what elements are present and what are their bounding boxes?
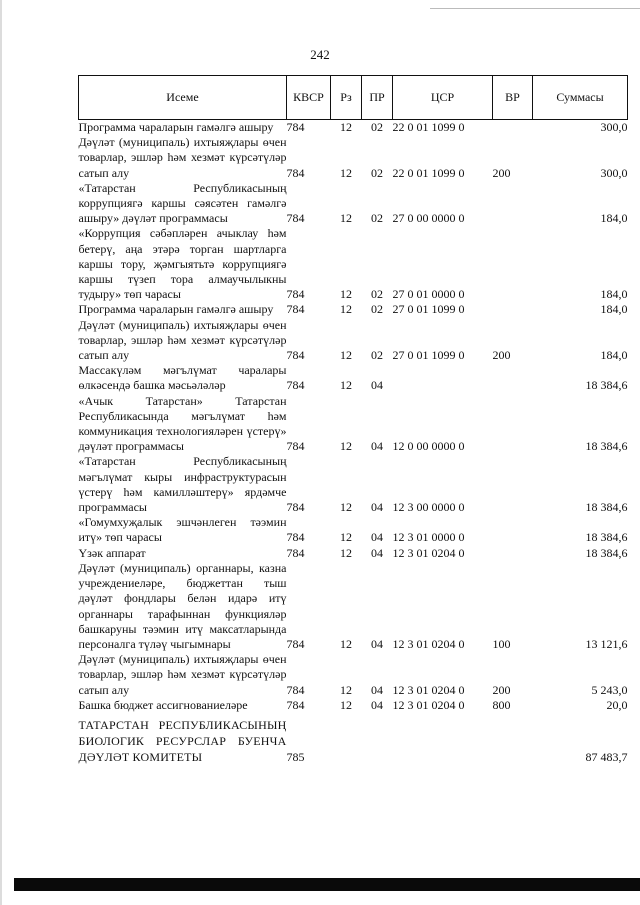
row-name: Дәүләт (муниципаль) ихтыяҗлары өчен товарлар, эшләр һәм хезмәт күрсәтүләр сатып алу bbox=[78, 135, 287, 180]
row-name: Массакүләм мәгълүмат чаралары өлкәсендә башка мәсьәләләр bbox=[78, 363, 287, 393]
row-vr: 200 bbox=[492, 682, 511, 697]
row-csr: 12 3 01 0204 0 bbox=[392, 636, 465, 651]
row-rz bbox=[331, 713, 362, 765]
row-sum: 20,0 bbox=[606, 697, 628, 712]
row-vr: 800 bbox=[492, 697, 511, 712]
row-kvsr: 784 bbox=[286, 378, 305, 393]
row-csr bbox=[393, 363, 493, 393]
row-kvsr: 784 bbox=[286, 636, 305, 651]
row-sum: 184,0 bbox=[600, 348, 628, 363]
budget-table bbox=[78, 75, 628, 765]
row-vr bbox=[493, 302, 533, 317]
row-name: ТАТАРСТАН РЕСПУБЛИКАСЫНЫҢ БИОЛОГИК РЕСУРСЛАР БУЕНЧА ДӘҮЛӘТ КОМИТЕТЫ bbox=[78, 717, 287, 764]
row-vr bbox=[493, 226, 533, 302]
row-vr bbox=[493, 515, 533, 545]
row-csr: 12 3 00 0000 0 bbox=[392, 500, 465, 515]
row-pr: 02 bbox=[371, 287, 383, 302]
row-kvsr: 784 bbox=[286, 165, 305, 180]
row-sum: 18 384,6 bbox=[585, 500, 628, 515]
row-name: Программа чараларын гамәлгә ашыру bbox=[78, 302, 274, 317]
header-vr: ВР bbox=[493, 76, 533, 120]
row-csr: 22 0 01 1099 0 bbox=[392, 120, 465, 134]
table-row bbox=[79, 652, 628, 698]
row-pr: 04 bbox=[371, 500, 383, 515]
row-kvsr: 784 bbox=[286, 530, 305, 545]
row-vr: 200 bbox=[492, 165, 511, 180]
row-sum: 300,0 bbox=[600, 165, 628, 180]
row-name: Башка бюджет ассигнованиеләре bbox=[78, 697, 248, 712]
row-pr: 04 bbox=[371, 682, 383, 697]
top-rule-line bbox=[430, 8, 640, 9]
row-vr: 200 bbox=[492, 348, 511, 363]
scan-left-edge bbox=[0, 0, 2, 905]
row-sum: 184,0 bbox=[600, 302, 628, 317]
row-kvsr: 784 bbox=[286, 287, 305, 302]
page-number: 242 bbox=[310, 47, 330, 62]
header-pr: ПР bbox=[362, 76, 393, 120]
row-vr: 100 bbox=[492, 636, 511, 651]
row-kvsr: 784 bbox=[286, 302, 305, 317]
row-csr: 27 0 01 1099 0 bbox=[392, 348, 465, 363]
row-sum: 18 384,6 bbox=[585, 545, 628, 560]
table-row bbox=[79, 698, 628, 713]
row-rz: 12 bbox=[340, 302, 352, 317]
row-vr bbox=[493, 363, 533, 393]
row-kvsr: 785 bbox=[286, 749, 305, 764]
table-row bbox=[79, 226, 628, 302]
row-pr: 04 bbox=[371, 530, 383, 545]
row-csr: 12 3 01 0204 0 bbox=[392, 682, 465, 697]
table-row bbox=[79, 120, 628, 136]
row-name: Үзәк аппарат bbox=[78, 545, 146, 560]
row-csr bbox=[393, 713, 493, 765]
row-sum: 18 384,6 bbox=[585, 378, 628, 393]
row-pr: 04 bbox=[371, 545, 383, 560]
row-rz: 12 bbox=[340, 636, 352, 651]
table-row bbox=[79, 561, 628, 652]
table-row bbox=[79, 181, 628, 227]
row-rz: 12 bbox=[340, 348, 352, 363]
row-sum: 13 121,6 bbox=[585, 636, 628, 651]
row-name: Дәүләт (муниципаль) органнары, казна учреждениеләре, бюджеттан тыш дәүләт фондлары белән идарә итү органнары тарафыннан функцияләр башкаруны тәэмин итү максатларында персоналга түләү чыгымнары bbox=[78, 560, 287, 651]
row-sum: 5 243,0 bbox=[591, 682, 628, 697]
table-row bbox=[79, 135, 628, 181]
table-body bbox=[79, 120, 628, 765]
row-rz: 12 bbox=[340, 378, 352, 393]
table-row bbox=[79, 302, 628, 317]
row-csr: 12 3 01 0000 0 bbox=[392, 530, 465, 545]
table-row bbox=[79, 713, 628, 765]
row-rz: 12 bbox=[340, 120, 352, 134]
row-rz: 12 bbox=[340, 287, 352, 302]
row-name: Программа чараларын гамәлгә ашыру bbox=[78, 120, 274, 134]
row-csr: 22 0 01 1099 0 bbox=[392, 165, 465, 180]
row-vr bbox=[493, 181, 533, 227]
row-sum: 300,0 bbox=[600, 120, 628, 134]
row-name: «Коррупция сәбәпләрен ачыклау һәм бетерү, аңа этәрә торган шартларга каршы тору, җәмгыятьтә коррупциягә каршы түзеп тора алмаучылыкны тудыру» төп чарасы bbox=[78, 226, 287, 302]
row-name: Дәүләт (муниципаль) ихтыяҗлары өчен товарлар, эшләр һәм хезмәт күрсәтүләр сатып алу bbox=[78, 652, 287, 697]
row-csr: 27 0 01 1099 0 bbox=[392, 302, 465, 317]
row-vr bbox=[493, 713, 533, 765]
row-csr: 12 3 01 0204 0 bbox=[392, 545, 465, 560]
row-rz: 12 bbox=[340, 211, 352, 226]
row-kvsr: 784 bbox=[286, 120, 305, 134]
row-pr: 02 bbox=[371, 302, 383, 317]
row-csr: 27 0 00 0000 0 bbox=[392, 211, 465, 226]
row-kvsr: 784 bbox=[286, 211, 305, 226]
row-pr: 04 bbox=[371, 636, 383, 651]
row-kvsr: 784 bbox=[286, 348, 305, 363]
row-kvsr: 784 bbox=[286, 439, 305, 454]
table-row bbox=[79, 363, 628, 393]
row-pr: 02 bbox=[371, 211, 383, 226]
table-header-row bbox=[79, 76, 628, 120]
table-row bbox=[79, 454, 628, 515]
header-sum: Суммасы bbox=[533, 76, 628, 120]
table-row bbox=[79, 546, 628, 561]
row-rz: 12 bbox=[340, 439, 352, 454]
header-rz: Рз bbox=[331, 76, 362, 120]
row-sum: 87 483,7 bbox=[585, 749, 628, 764]
row-rz: 12 bbox=[340, 165, 352, 180]
row-pr: 04 bbox=[371, 697, 383, 712]
row-pr: 02 bbox=[371, 165, 383, 180]
row-pr: 02 bbox=[371, 120, 383, 134]
row-rz: 12 bbox=[340, 682, 352, 697]
row-rz: 12 bbox=[340, 697, 352, 712]
table-row bbox=[79, 515, 628, 545]
row-pr bbox=[362, 713, 393, 765]
row-vr bbox=[493, 394, 533, 455]
row-vr bbox=[493, 546, 533, 561]
row-sum: 18 384,6 bbox=[585, 439, 628, 454]
row-kvsr: 784 bbox=[286, 500, 305, 515]
header-name: Исеме bbox=[79, 76, 287, 120]
row-name: «Татарстан Республикасының мәгълүмат кыры инфраструктурасын үстерү һәм камилләштерү» ярдәмче программасы bbox=[78, 454, 287, 515]
row-sum: 184,0 bbox=[600, 287, 628, 302]
row-sum: 18 384,6 bbox=[585, 530, 628, 545]
header-csr: ЦСР bbox=[393, 76, 493, 120]
row-kvsr: 784 bbox=[286, 697, 305, 712]
row-name: «Татарстан Республикасының коррупциягә каршы сәясәтен гамәлгә ашыру» дәүләт программасы bbox=[78, 180, 287, 226]
row-vr bbox=[493, 120, 533, 136]
row-pr: 04 bbox=[371, 378, 383, 393]
row-name: «Гомумхуҗалык эшчәнлеген тәэмин итү» төп чарасы bbox=[78, 515, 287, 545]
row-csr: 12 3 01 0204 0 bbox=[392, 697, 465, 712]
table-row bbox=[79, 394, 628, 455]
row-vr bbox=[493, 454, 533, 515]
row-rz: 12 bbox=[340, 500, 352, 515]
row-name: Дәүләт (муниципаль) ихтыяҗлары өчен товарлар, эшләр һәм хезмәт күрсәтүләр сатып алу bbox=[78, 317, 287, 363]
row-pr: 02 bbox=[371, 348, 383, 363]
row-csr: 27 0 01 0000 0 bbox=[392, 287, 465, 302]
row-rz: 12 bbox=[340, 545, 352, 560]
table-row bbox=[79, 318, 628, 364]
row-pr: 04 bbox=[371, 439, 383, 454]
row-name: «Ачык Татарстан» Татарстан Республикасында мәгълүмат һәм коммуникация технологияләрен үстерү» дәүләт программасы bbox=[78, 393, 287, 454]
row-kvsr: 784 bbox=[286, 682, 305, 697]
scan-bottom-bar bbox=[14, 878, 640, 891]
row-rz: 12 bbox=[340, 530, 352, 545]
row-csr: 12 0 00 0000 0 bbox=[392, 439, 465, 454]
row-sum: 184,0 bbox=[600, 211, 628, 226]
row-kvsr: 784 bbox=[286, 545, 305, 560]
header-kvsr: КВСР bbox=[287, 76, 331, 120]
